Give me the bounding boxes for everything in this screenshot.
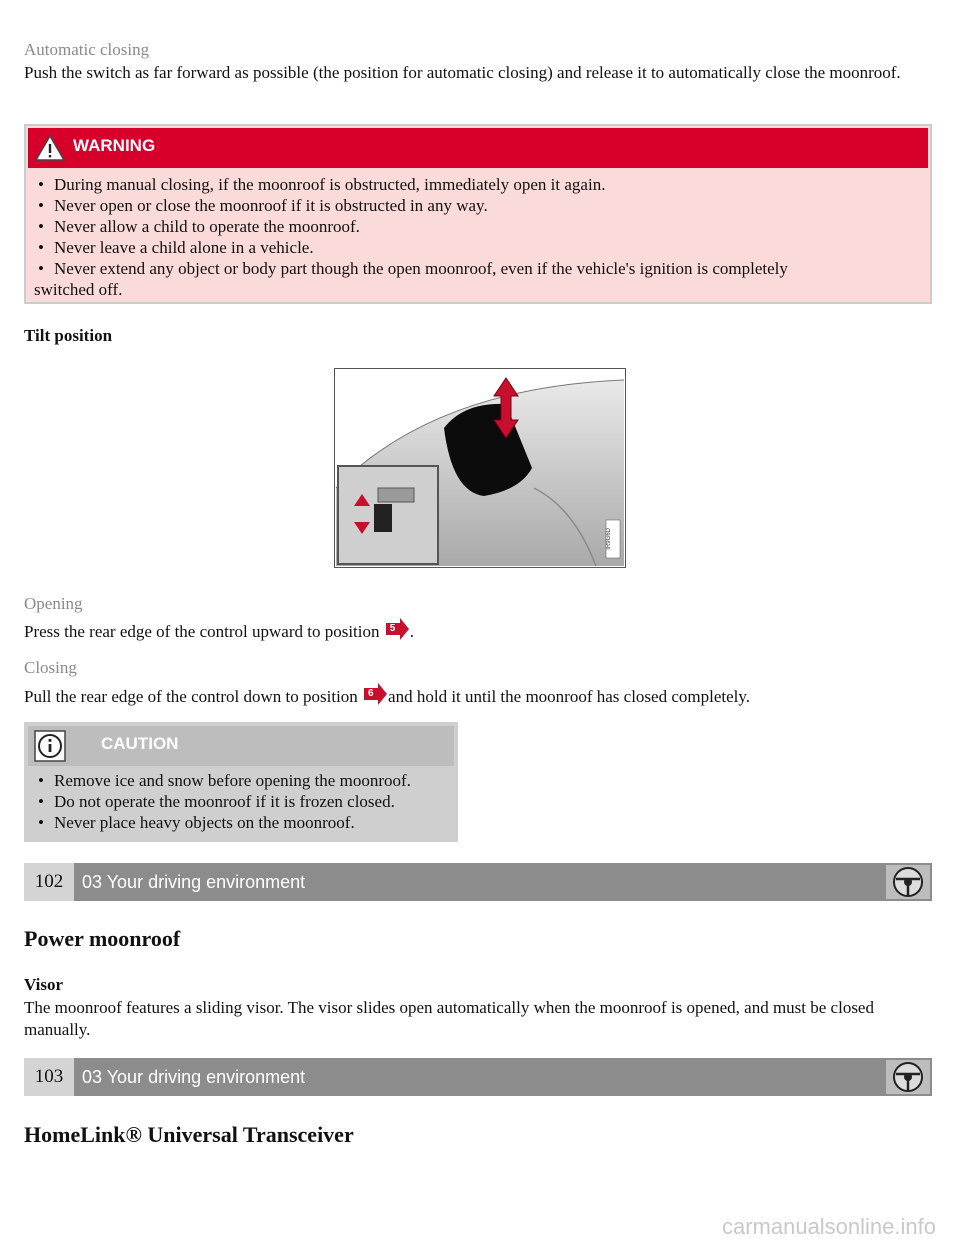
opening-heading: Opening <box>24 594 83 613</box>
opening-text <box>24 617 414 647</box>
moonroof-tilt-illustration <box>334 368 626 568</box>
caution-header <box>28 726 454 766</box>
position-6-icon <box>362 682 388 712</box>
position-6-label: 6 <box>368 688 374 699</box>
opening-text-after: . <box>409 622 414 641</box>
steering-wheel-icon <box>886 1060 930 1094</box>
warning-title: WARNING <box>73 136 156 155</box>
tilt-position-heading: Tilt position <box>24 326 113 345</box>
warning-item: • During manual closing, if the moonroof is obstructed, immediately open it again. <box>34 174 922 195</box>
section-bar <box>24 863 932 901</box>
closing-text <box>24 682 750 712</box>
caution-item: • Do not operate the moonroof if it is frozen closed. <box>34 791 452 812</box>
caution-list <box>34 770 452 833</box>
watermark: carmanualsonline.info <box>721 1214 936 1239</box>
warning-item: • Never open or close the moonroof if it is obstructed in any way. <box>34 195 922 216</box>
warning-triangle-icon <box>34 134 66 162</box>
caution-box <box>24 722 458 842</box>
page-number: 103 <box>24 1058 74 1096</box>
info-icon <box>34 730 66 762</box>
closing-text-after: and hold it until the moonroof has closed completely. <box>388 687 751 706</box>
homelink-heading: HomeLink® Universal Transceiver <box>24 1122 354 1147</box>
section-title: 03 Your driving environment <box>82 872 306 892</box>
steering-wheel-icon <box>886 865 930 899</box>
automatic-closing-heading: Automatic closing <box>24 40 150 59</box>
page-number: 102 <box>24 863 74 901</box>
warning-header <box>28 128 928 168</box>
warning-item: • Never extend any object or body part though the open moonroof, even if the vehicle's ignition is completely <box>34 258 922 279</box>
warning-box <box>24 124 932 304</box>
caution-item: • Remove ice and snow before opening the moonroof. <box>34 770 452 791</box>
closing-heading: Closing <box>24 658 77 677</box>
automatic-closing-text: Push the switch as far forward as possible (the position for automatic closing) and release it to automatically close the moonroof. <box>24 63 901 82</box>
opening-text-before: Press the rear edge of the control upward to position <box>24 622 384 641</box>
section-bar <box>24 1058 932 1096</box>
visor-heading: Visor <box>24 975 64 994</box>
warning-item: • Never allow a child to operate the moonroof. <box>34 216 922 237</box>
position-5-label: 5 <box>389 623 396 634</box>
power-moonroof-heading: Power moonroof <box>24 926 181 951</box>
closing-text-before: Pull the rear edge of the control down to position <box>24 687 363 706</box>
image-code: IR9G6D <box>606 528 612 550</box>
warning-item: • Never leave a child alone in a vehicle. <box>34 237 922 258</box>
warning-list <box>34 174 922 300</box>
warning-item-continuation: switched off. <box>34 280 123 299</box>
position-5-icon <box>384 617 410 647</box>
tilt-position-figure <box>334 368 626 568</box>
section-title: 03 Your driving environment <box>82 1067 306 1087</box>
visor-text: The moonroof features a sliding visor. The visor slides open automatically when the moonroof is opened, and must be closed manually. <box>24 998 874 1039</box>
caution-item: • Never place heavy objects on the moonroof. <box>34 812 452 833</box>
caution-title: CAUTION <box>101 734 179 753</box>
